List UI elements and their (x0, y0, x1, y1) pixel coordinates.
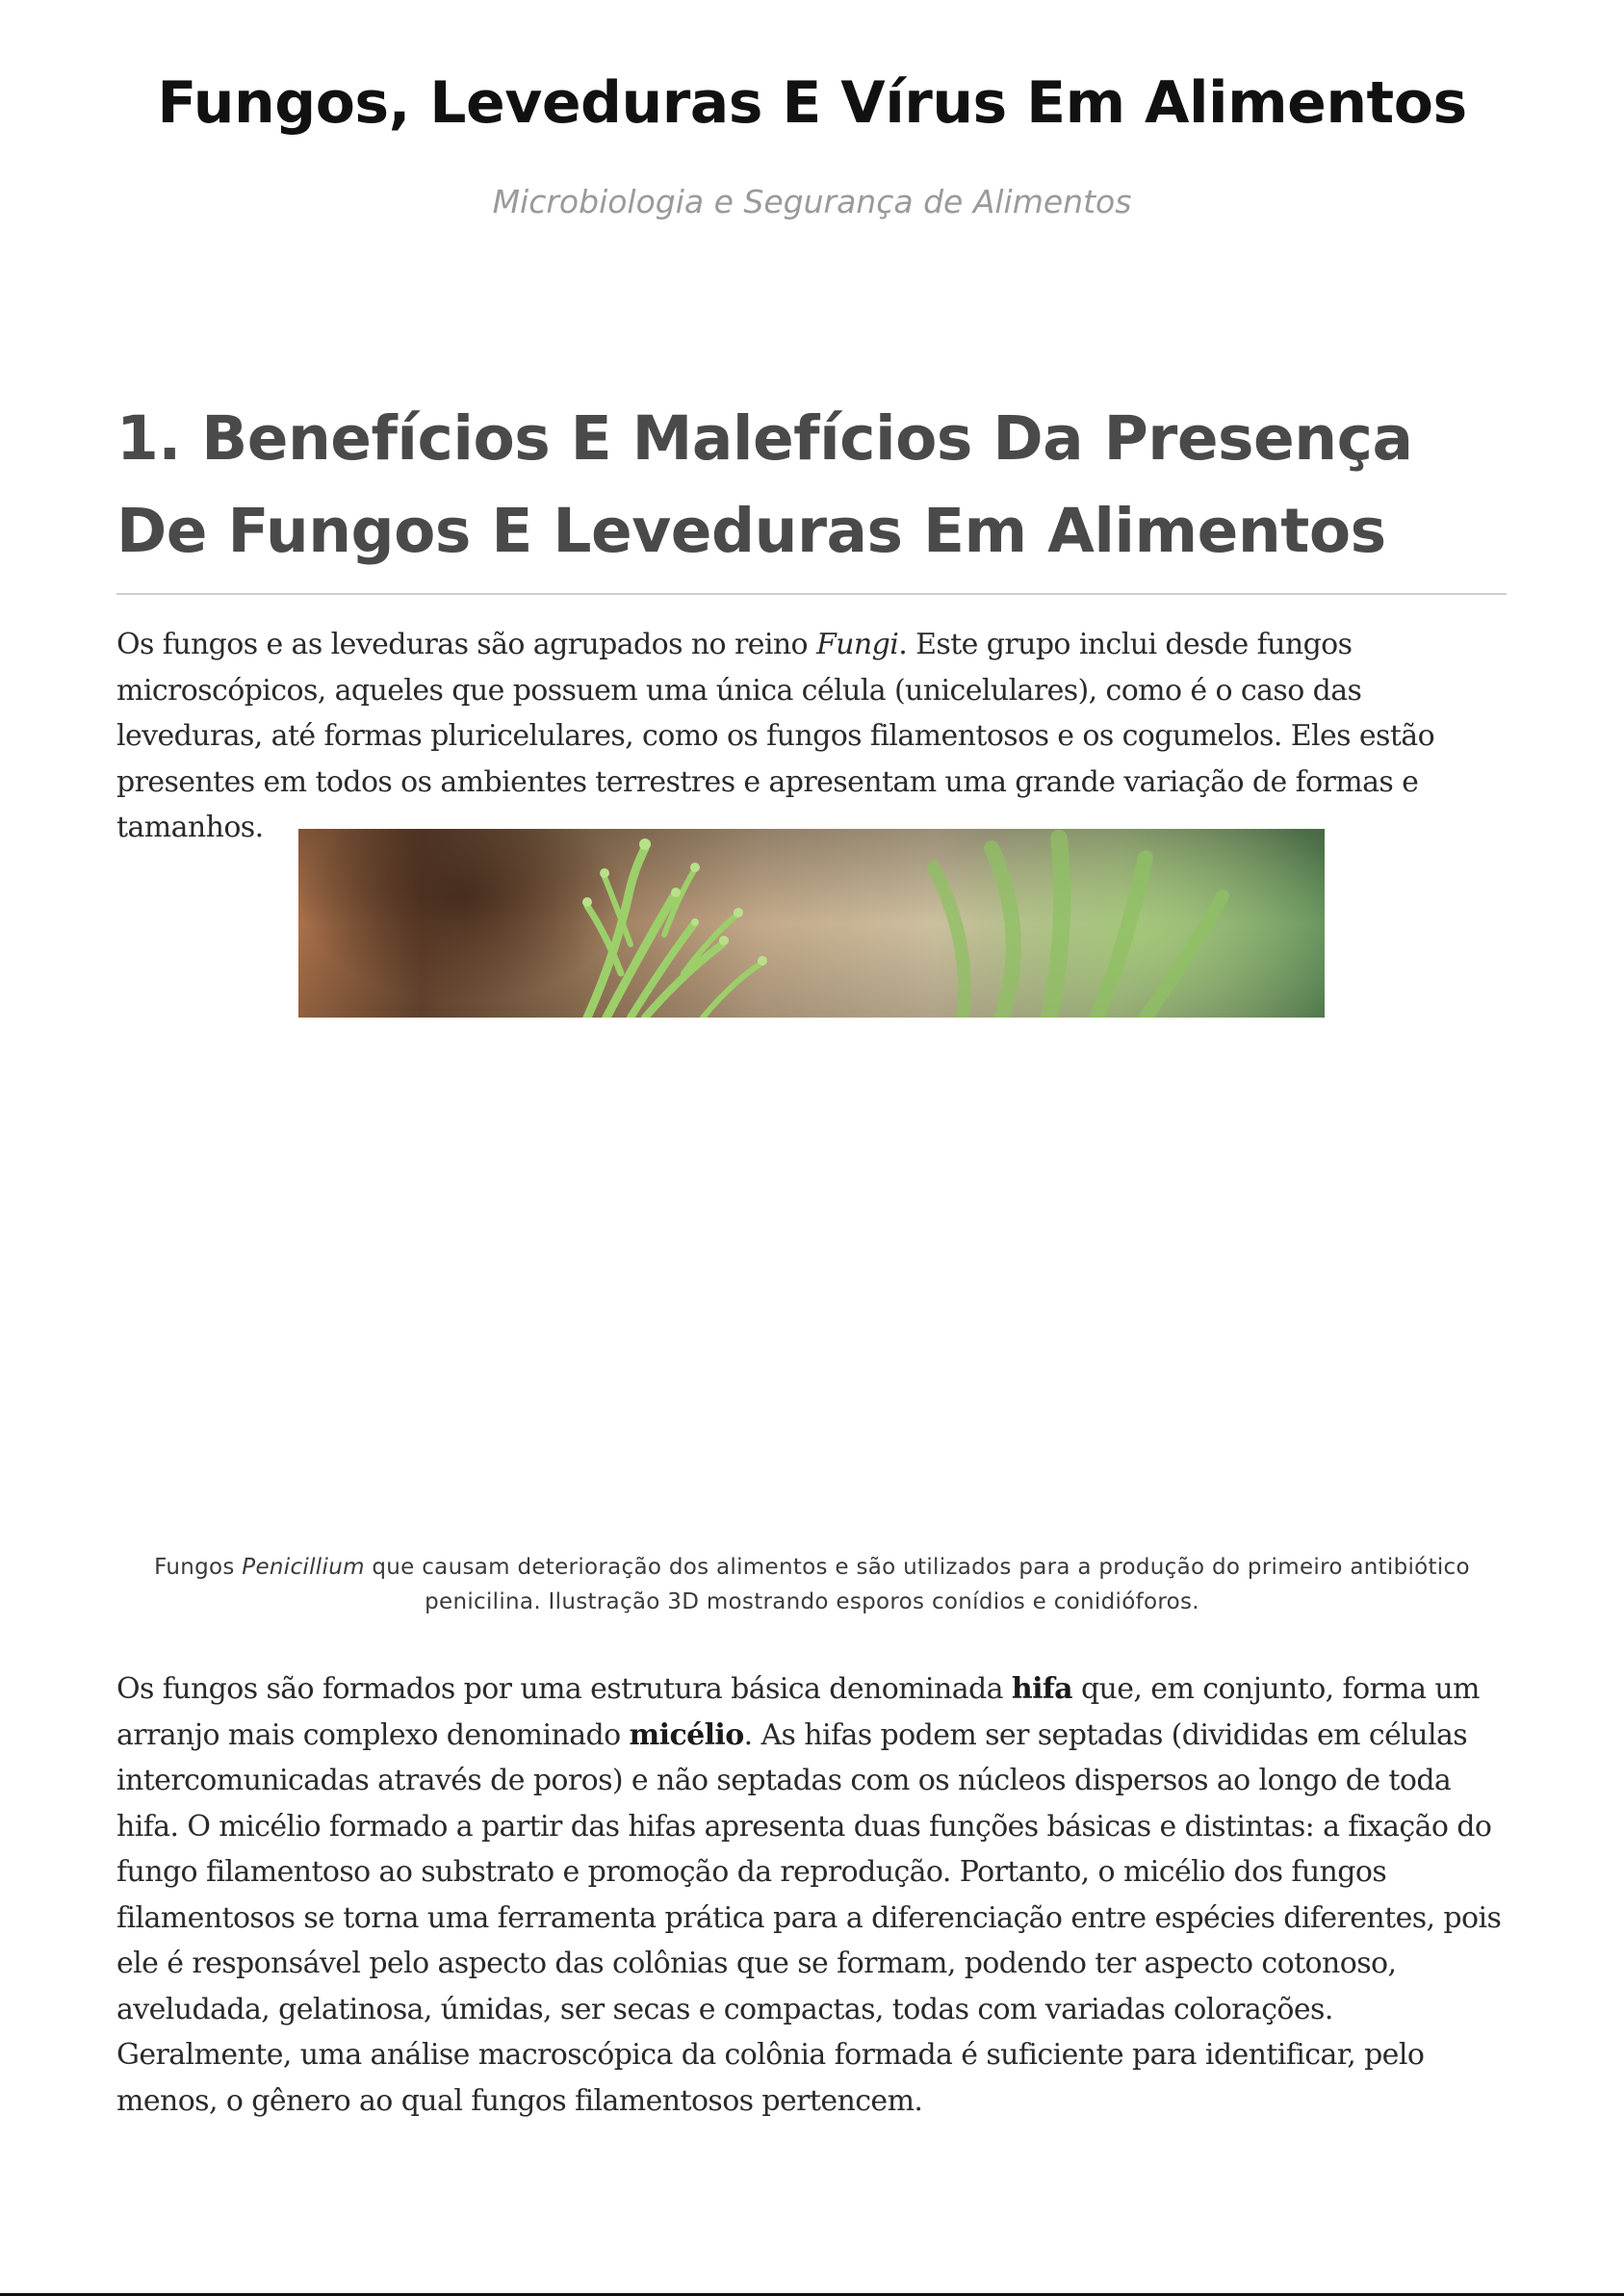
micelio-term: micélio (629, 1717, 744, 1752)
penicillium-image (298, 829, 1325, 1018)
intro-text-start: Os fungos e as leveduras são agrupados no reino (116, 628, 816, 661)
document-title: Fungos, Leveduras E Vírus Em Alimentos (157, 69, 1467, 137)
hifa-term: hifa (1011, 1672, 1073, 1706)
caption-text-start: Fungos (154, 1555, 243, 1580)
intro-paragraph (116, 622, 1507, 851)
figure-caption (135, 1550, 1489, 1619)
intro-text-end: . Este grupo inclui desde fungos microscópicos, aqueles que possuem uma única célula (unicelulares), como é o caso das leveduras, até formas pluricelulares, como os fungos filamentosos e os cogumelos. Eles estão presentes em todos os ambientes terrestres e apresentam uma grande variação de formas e tamanhos. (116, 628, 1435, 844)
penicillium-illustration-icon (298, 829, 1325, 1018)
hyphae-text-2: que, em conjunto, forma um arranjo mais complexo denominado (116, 1672, 1480, 1752)
section-heading: 1. Benefícios E Malefícios Da Presença De Fungos E Leveduras Em Alimentos (116, 403, 1413, 566)
section-divider (116, 593, 1507, 595)
hyphae-paragraph (116, 1666, 1507, 2124)
document-subtitle: Microbiologia e Segurança de Alimentos (492, 183, 1132, 220)
hyphae-text-1: Os fungos são formados por uma estrutura básica denominada (116, 1672, 1012, 1706)
caption-text-end: que causam deterioração dos alimentos e são utilizados para a produção do primeiro antibiótico penicilina. Ilustração 3D mostrando esporos conídios e conidióforos. (364, 1555, 1470, 1614)
hyphae-text-3: . As hifas podem ser septadas (divididas em células intercomunicadas através de poros) e não septadas com os núcleos dispersos ao longo de toda hifa. O micélio formado a partir das hifas apresenta duas funções básicas e distintas: a fixação do fungo filamentoso ao substrato e promoção da reprodução. Portanto, o micélio dos fungos filamentosos se torna uma ferramenta prática para a diferenciação entre espécies diferentes, pois ele é responsável pelo aspecto das colônias que se formam, podendo ter aspecto cotonoso, aveludada, gelatinosa, úmidas, ser secas e compactas, todas com variadas colorações. Geralmente, uma análise macroscópica da colônia formada é suficiente para identificar, pelo menos, o gênero ao qual fungos filamentosos pertencem. (116, 1717, 1502, 2118)
fungi-term: Fungi (815, 628, 899, 661)
penicillium-term: Penicillium (242, 1555, 365, 1580)
